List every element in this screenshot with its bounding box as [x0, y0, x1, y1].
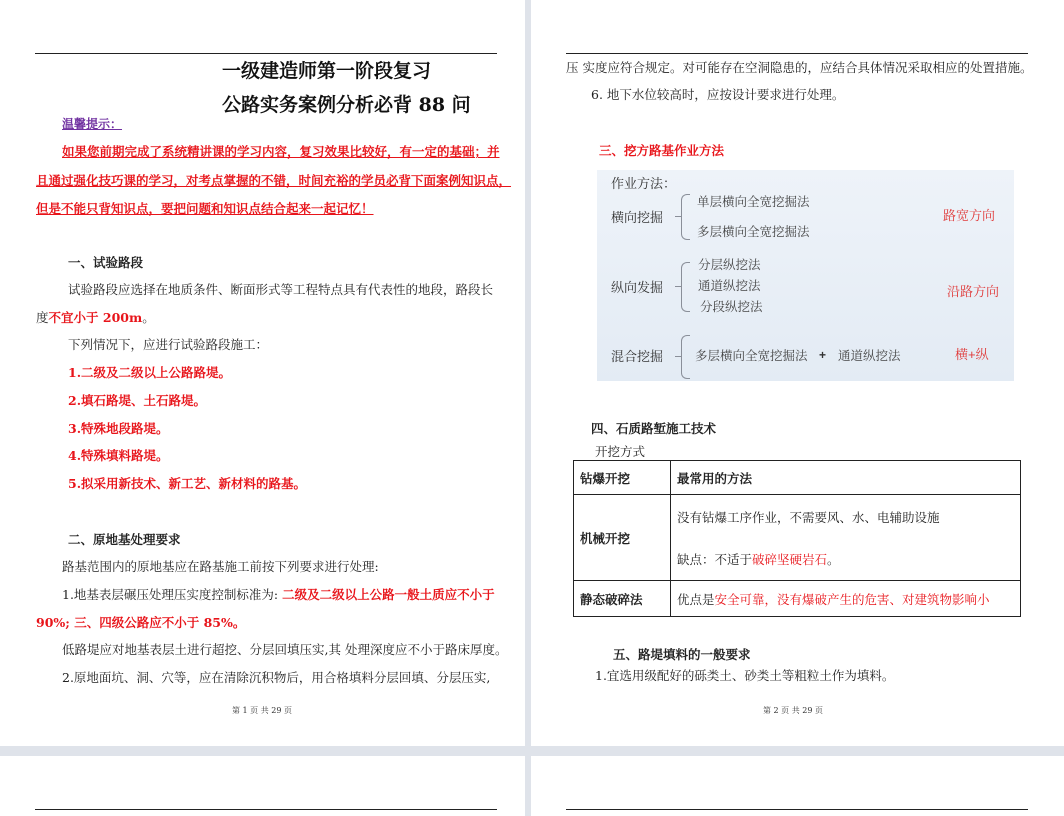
text-span: 度 — [36, 310, 49, 325]
header-rule — [566, 53, 1028, 54]
hint-line-2: 且通过强化技巧课的学习，对考点掌握的不错，时间充裕的学员必背下面案例知识点， — [36, 173, 512, 188]
direction-label: 横+纵 — [955, 347, 989, 362]
bracket — [681, 194, 690, 240]
method-label: 多层横向全宽挖掘法 — [697, 225, 810, 239]
table-cell: 最常用的方法 — [671, 461, 1021, 495]
highlight-safety: 安全可靠，没有爆破产生的危害、对建筑物影响小 — [714, 591, 990, 607]
section-2-paragraph-1-cont: 90%; 三、四级公路应不小于 85%。 — [36, 615, 246, 630]
bracket-tick — [675, 216, 681, 217]
method-label: 多层横向全宽挖掘法 — [695, 349, 808, 363]
text-span: 优点是 — [677, 591, 715, 607]
diagram-header: 作业方法： — [611, 176, 677, 191]
list-item: 3.特殊地段路堤。 — [68, 421, 169, 436]
table-cell-head: 机械开挖 — [574, 495, 671, 581]
section-2-paragraph-3: 2.原地面坑、洞、穴等，应在清除沉积物后，用合格填料分层回填、分层压实, — [62, 670, 491, 685]
document-page-3 — [0, 756, 525, 816]
section-1-paragraph-cont — [36, 312, 155, 325]
section-2-intro: 路基范围内的原地基应在路基施工前按下列要求进行处理: — [62, 559, 379, 574]
hint-line-1: 如果您前期完成了系统精讲课的学习内容，复习效果比较好，有一定的基础；并 — [62, 144, 500, 159]
section-1-heading: 一、试验路段 — [68, 255, 144, 270]
text-span: 1.地基表层碾压处理压实度控制标准为: — [62, 587, 283, 602]
list-item-6: 6. 地下水位较高时，应按设计要求进行处理。 — [591, 87, 845, 102]
excavation-methods-diagram — [597, 170, 1014, 381]
list-item: 4.特殊填料路堤。 — [68, 448, 169, 463]
section-2-heading: 二、原地基处理要求 — [68, 532, 181, 547]
group-label: 混合挖掘 — [611, 349, 664, 364]
header-rule — [35, 809, 497, 810]
section-5-heading: 五、路堤填料的一般要求 — [613, 647, 751, 662]
text-span: 缺点：不适于 — [677, 551, 753, 567]
excavation-table — [573, 460, 1021, 617]
plus-sign: + — [819, 348, 827, 362]
text-span: 。 — [827, 551, 840, 567]
table-row — [574, 461, 1021, 495]
method-label: 单层横向全宽挖掘法 — [697, 195, 810, 209]
table-row — [574, 581, 1021, 617]
highlight-compaction: 二级及二级以上公路一般土质应不小于 — [282, 587, 495, 602]
document-page-2 — [531, 0, 1064, 746]
section-4-heading: 四、石质路堑施工技术 — [591, 421, 717, 436]
continued-line: 压 实度应符合规定。对可能存在空洞隐患的，应结合具体情况采取相应的处置措施。 — [566, 60, 1033, 75]
table-cell — [671, 581, 1021, 617]
section-1-paragraph: 试验路段应选择在地质条件、断面形式等工程特点具有代表性的地段，路段长 — [68, 282, 494, 297]
page-footer: 第 1 页 共 29 页 — [232, 706, 292, 715]
section-3-heading: 三、挖方路基作业方法 — [599, 143, 725, 158]
table-cell-head: 静态破碎法 — [574, 581, 671, 617]
bracket-tick — [675, 286, 681, 287]
section-5-item-1: 1.宜选用级配好的砾类土、砂类土等粗粒土作为填料。 — [595, 668, 895, 683]
section-1-intro: 下列情况下，应进行试验路段施工： — [68, 337, 269, 352]
document-page-1 — [0, 0, 525, 746]
table-cell-head: 钻爆开挖 — [574, 461, 671, 495]
direction-label: 沿路方向 — [947, 284, 1000, 299]
method-label: 分段纵挖法 — [700, 300, 763, 314]
bracket-tick — [675, 356, 681, 357]
bracket — [681, 262, 690, 312]
section-2-paragraph-1 — [62, 589, 495, 602]
method-label: 分层纵挖法 — [698, 258, 761, 272]
doc-title-line1: 一级建造师第一阶段复习 — [222, 60, 432, 82]
group-label: 纵向发掘 — [611, 280, 664, 295]
direction-label: 路宽方向 — [943, 208, 996, 223]
section-4-subheading: 开挖方式 — [595, 444, 646, 459]
list-item: 2.填石路堤、土石路堤。 — [68, 393, 207, 408]
highlight-rock: 破碎坚硬岩石 — [752, 551, 828, 567]
page-footer: 第 2 页 共 29 页 — [763, 706, 823, 715]
list-item: 5.拟采用新技术、新工艺、新材料的路基。 — [68, 476, 307, 491]
highlight-min-length: 不宜小于 200m — [48, 310, 143, 325]
header-rule — [35, 53, 497, 54]
text-span: 。 — [142, 310, 155, 325]
document-page-4 — [531, 756, 1064, 816]
list-item: 1.二级及二级以上公路路堤。 — [68, 365, 232, 380]
cell-line — [677, 550, 1014, 568]
header-rule — [566, 809, 1028, 810]
bracket — [681, 335, 690, 379]
method-label: 通道纵挖法 — [698, 279, 761, 293]
hint-label: 温馨提示： — [62, 117, 123, 131]
table-cell — [671, 495, 1021, 581]
cell-line: 没有钻爆工序作业，不需要风、水、电辅助设施 — [677, 509, 940, 525]
group-label: 横向挖掘 — [611, 210, 664, 225]
hint-line-3: 但是不能只背知识点，要把问题和知识点结合起来一起记忆！ — [36, 201, 374, 216]
section-2-paragraph-2: 低路堤应对地基表层土进行超挖、分层回填压实,其 处理深度应不小于路床厚度。 — [62, 642, 508, 657]
method-label: 通道纵挖法 — [838, 349, 901, 363]
table-row — [574, 495, 1021, 581]
doc-title-line2: 公路实务案例分析必背 88 问 — [222, 94, 471, 116]
